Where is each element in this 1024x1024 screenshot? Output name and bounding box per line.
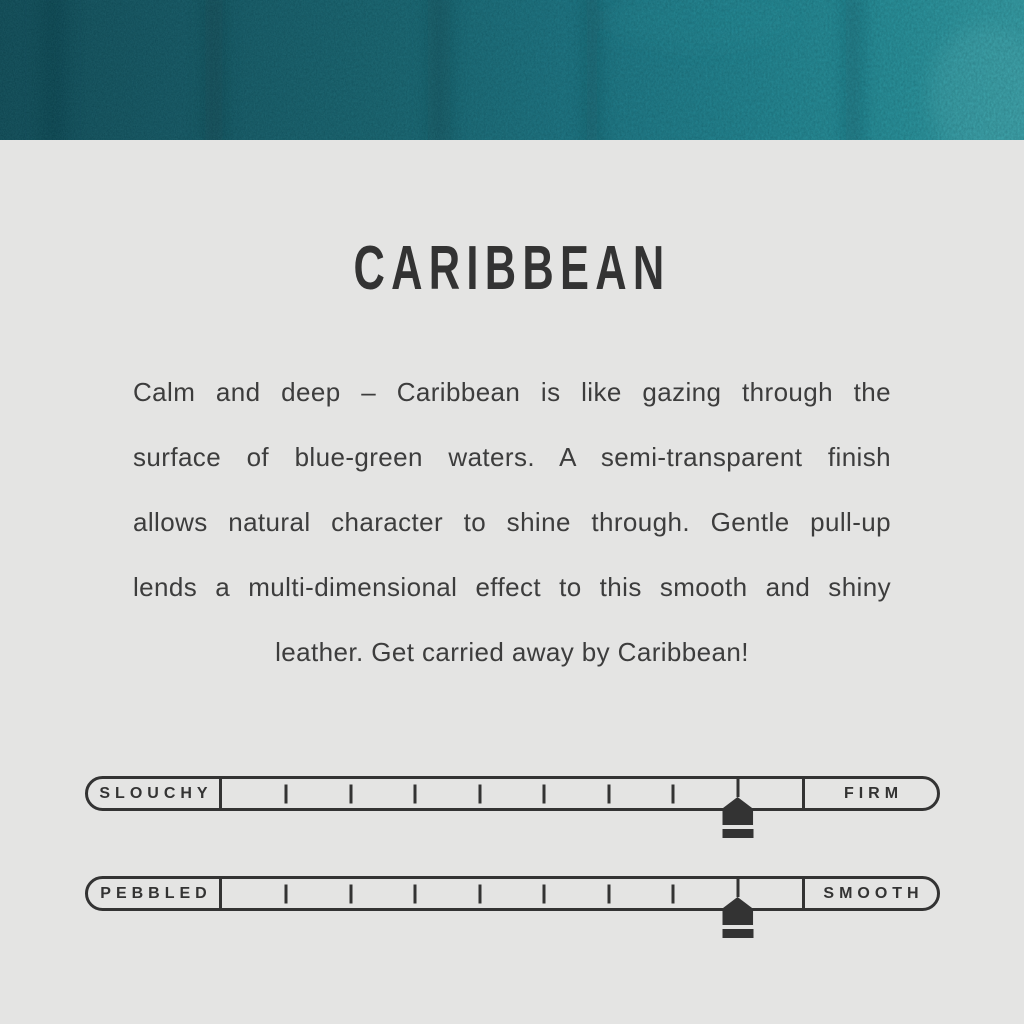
description-line: leather. Get carried away by Caribbean! xyxy=(275,637,749,667)
scale-tick xyxy=(285,884,288,903)
description-line: allows natural character to shine through. Gentle pull-up xyxy=(133,507,891,537)
slouchy-firm-scale xyxy=(85,776,940,811)
leather-texture-image xyxy=(0,0,1024,140)
marker-stem xyxy=(736,877,739,897)
scale-left-label: SLOUCHY xyxy=(88,779,222,808)
scale-tick xyxy=(607,784,610,803)
scale-tick xyxy=(349,884,352,903)
scale-track xyxy=(222,879,802,908)
scale-marker-icon xyxy=(722,777,753,838)
scale-tick xyxy=(543,784,546,803)
scale-tick xyxy=(285,784,288,803)
scale-marker-icon xyxy=(722,877,753,938)
scale-tick xyxy=(414,884,417,903)
marker-bar xyxy=(722,829,753,838)
scale-tick xyxy=(349,784,352,803)
description-line: Calm and deep – Caribbean is like gazing through the xyxy=(133,377,891,407)
description-text xyxy=(133,360,891,685)
scale-track xyxy=(222,779,802,808)
description-line: surface of blue-green waters. A semi-transparent finish xyxy=(133,442,891,472)
scale-tick xyxy=(543,884,546,903)
scale-tick xyxy=(478,884,481,903)
pebbled-smooth-scale xyxy=(85,876,940,911)
scale-right-label: FIRM xyxy=(802,779,937,808)
scale-tick xyxy=(607,884,610,903)
marker-head xyxy=(722,797,753,825)
scale-right-label: SMOOTH xyxy=(802,879,937,908)
marker-head xyxy=(722,897,753,925)
scale-tick xyxy=(672,784,675,803)
description-line: lends a multi-dimensional effect to this smooth and shiny xyxy=(133,572,891,602)
page-title: CARIBBEAN xyxy=(353,234,671,303)
marker-bar xyxy=(722,929,753,938)
marker-stem xyxy=(736,777,739,797)
scale-tick xyxy=(478,784,481,803)
scale-tick xyxy=(414,784,417,803)
scale-tick xyxy=(672,884,675,903)
scale-left-label: PEBBLED xyxy=(88,879,222,908)
